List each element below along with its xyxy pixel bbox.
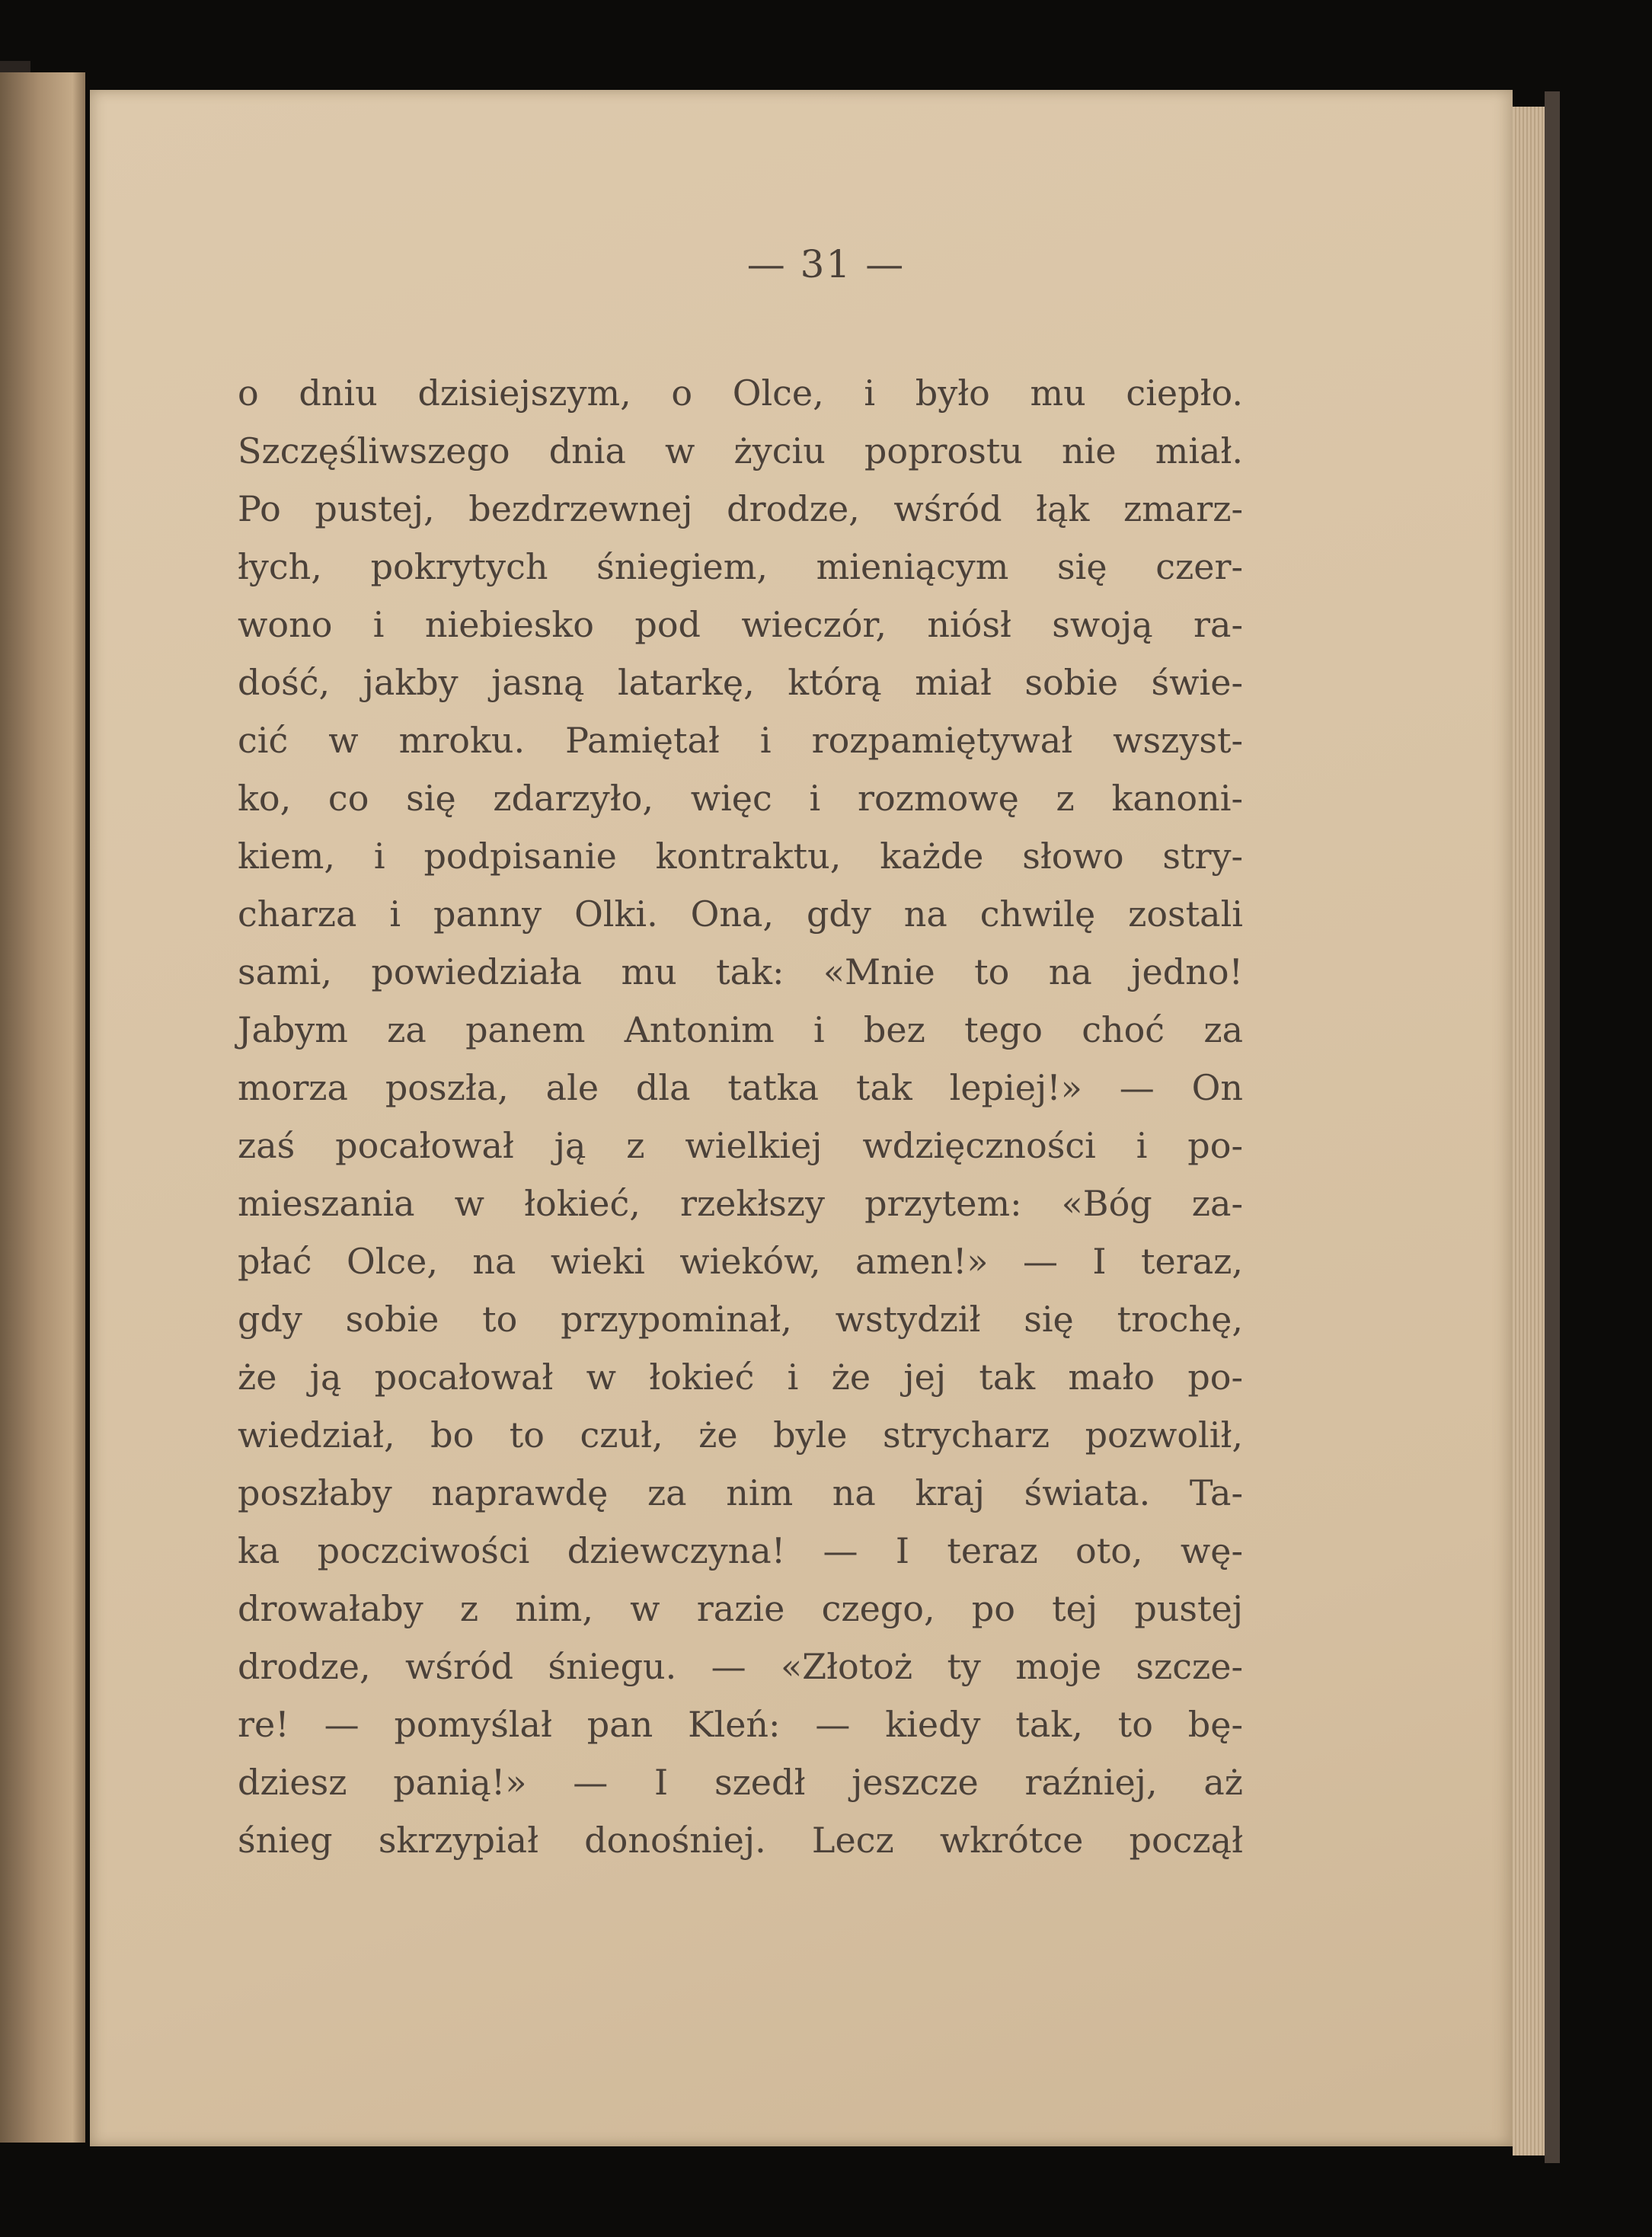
left-page-edge bbox=[0, 72, 85, 2143]
text-line: Jabym za panem Antonim i bez tego choć za bbox=[238, 1009, 1243, 1050]
text-line: Po pustej, bezdrzewnej drodze, wśród łąk zmarz- bbox=[238, 488, 1243, 529]
text-line: drowałaby z nim, w razie czego, po tej pustej bbox=[238, 1588, 1243, 1629]
book-cover-edge bbox=[1545, 91, 1560, 2163]
text-line: dość, jakby jasną latarkę, którą miał sobie świe- bbox=[238, 662, 1243, 703]
text-line: charza i panny Olki. Ona, gdy na chwilę zostali bbox=[238, 893, 1243, 935]
text-line: drodze, wśród śniegu. — «Złotoż ty moje szcze- bbox=[238, 1646, 1243, 1687]
text-line: ka poczciwości dziewczyna! — I teraz oto, wę- bbox=[238, 1530, 1243, 1571]
text-line: cić w mroku. Pamiętał i rozpamiętywał wszyst- bbox=[238, 720, 1243, 761]
body-text bbox=[238, 364, 1243, 1869]
text-line: mieszania w łokieć, rzekłszy przytem: «Bóg za- bbox=[238, 1183, 1243, 1224]
text-line: kiem, i podpisanie kontraktu, każde słowo stry- bbox=[238, 836, 1243, 877]
text-line: dziesz panią!» — I szedł jeszcze raźniej, aż bbox=[238, 1762, 1243, 1803]
text-line: poszłaby naprawdę za nim na kraj świata. Ta- bbox=[238, 1472, 1243, 1513]
text-line: wono i niebiesko pod wieczór, niósł swoją ra- bbox=[238, 604, 1243, 645]
text-line: wiedział, bo to czuł, że byle strycharz pozwolił, bbox=[238, 1414, 1243, 1456]
text-line: re! — pomyślał pan Kleń: — kiedy tak, to bę- bbox=[238, 1704, 1243, 1745]
text-line: łych, pokrytych śniegiem, mieniącym się czer- bbox=[238, 546, 1243, 587]
text-line: płać Olce, na wieki wieków, amen!» — I teraz, bbox=[238, 1241, 1243, 1282]
text-line: że ją pocałował w łokieć i że jej tak mało po- bbox=[238, 1357, 1243, 1398]
right-page-stack bbox=[1513, 107, 1545, 2156]
text-line: zaś pocałował ją z wielkiej wdzięczności i po- bbox=[238, 1125, 1243, 1166]
text-line: morza poszła, ale dla tatka tak lepiej!» — On bbox=[238, 1067, 1243, 1108]
text-line: o dniu dzisiejszym, o Olce, i było mu ciepło. bbox=[238, 372, 1243, 414]
text-line: Szczęśliwszego dnia w życiu poprostu nie miał. bbox=[238, 430, 1243, 471]
text-line: śnieg skrzypiał donośniej. Lecz wkrótce począł bbox=[238, 1820, 1243, 1861]
page-number: — 31 — bbox=[746, 242, 906, 286]
text-line: gdy sobie to przypominał, wstydził się trochę, bbox=[238, 1299, 1243, 1340]
text-line: ko, co się zdarzyło, więc i rozmowę z kanoni- bbox=[238, 778, 1243, 819]
text-line: sami, powiedziała mu tak: «Mnie to na jedno! bbox=[238, 951, 1243, 992]
